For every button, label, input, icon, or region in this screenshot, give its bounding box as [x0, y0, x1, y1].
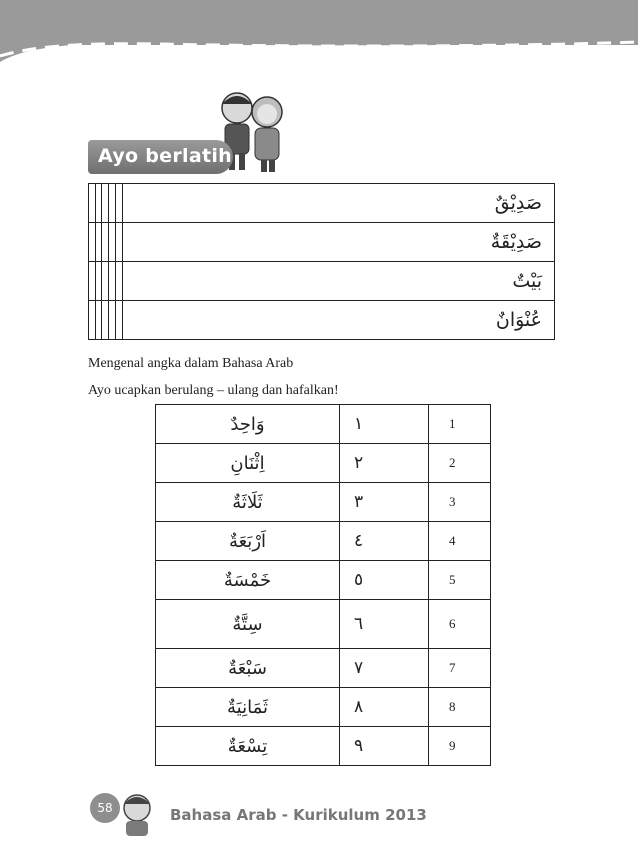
- table-row: [156, 522, 491, 561]
- latin-digit: 4: [429, 522, 491, 561]
- number-word: سِتَّةٌ: [156, 600, 340, 649]
- table-row: [156, 444, 491, 483]
- blank-cell[interactable]: [109, 184, 116, 223]
- arabic-digit: ٣: [340, 483, 429, 522]
- table-row: [156, 405, 491, 444]
- blank-cell[interactable]: [89, 184, 96, 223]
- blank-cell[interactable]: [89, 223, 96, 262]
- book-title: Bahasa Arab - Kurikulum 2013: [170, 806, 427, 824]
- vocab-word: صَدِيْقَةٌ: [122, 223, 554, 262]
- table-row: [89, 262, 555, 301]
- blank-cell[interactable]: [102, 301, 109, 340]
- blank-cell[interactable]: [102, 184, 109, 223]
- table-row: [156, 727, 491, 766]
- latin-digit: 8: [429, 688, 491, 727]
- arabic-digit: ٧: [340, 649, 429, 688]
- vocab-word: بَيْتٌ: [122, 262, 554, 301]
- arabic-digit: ٨: [340, 688, 429, 727]
- latin-digit: 5: [429, 561, 491, 600]
- latin-digit: 6: [429, 600, 491, 649]
- blank-cell[interactable]: [109, 301, 116, 340]
- arabic-digit: ٦: [340, 600, 429, 649]
- blank-cell[interactable]: [89, 301, 96, 340]
- page-number: 58: [90, 793, 120, 823]
- latin-digit: 2: [429, 444, 491, 483]
- number-word: وَاحِدٌ: [156, 405, 340, 444]
- blank-cell[interactable]: [95, 223, 102, 262]
- number-word: اِثْنَانِ: [156, 444, 340, 483]
- blank-cell[interactable]: [115, 262, 122, 301]
- blank-cell[interactable]: [95, 301, 102, 340]
- blank-cell[interactable]: [115, 184, 122, 223]
- vocab-exercise-table: [88, 183, 555, 340]
- numbers-table: [155, 404, 491, 766]
- table-row: [156, 561, 491, 600]
- number-word: ثَمَانِيَةٌ: [156, 688, 340, 727]
- arabic-digit: ٤: [340, 522, 429, 561]
- table-row: [156, 483, 491, 522]
- arabic-digit: ٩: [340, 727, 429, 766]
- blank-cell[interactable]: [89, 262, 96, 301]
- table-row: [156, 688, 491, 727]
- latin-digit: 1: [429, 405, 491, 444]
- footer-child-icon: [112, 788, 162, 838]
- table-row: [156, 649, 491, 688]
- blank-cell[interactable]: [102, 223, 109, 262]
- blank-cell[interactable]: [109, 262, 116, 301]
- table-row: [89, 223, 555, 262]
- instruction-line-2: Ayo ucapkan berulang – ulang dan hafalkan!: [88, 383, 339, 398]
- vocab-word: عُنْوَانٌ: [122, 301, 554, 340]
- latin-digit: 3: [429, 483, 491, 522]
- table-row: [156, 600, 491, 649]
- number-word: سَبْعَةٌ: [156, 649, 340, 688]
- blank-cell[interactable]: [115, 301, 122, 340]
- header-band: [0, 0, 638, 80]
- arabic-digit: ٥: [340, 561, 429, 600]
- number-word: ثَلَاثَةٌ: [156, 483, 340, 522]
- blank-cell[interactable]: [102, 262, 109, 301]
- instruction-line-1: Mengenal angka dalam Bahasa Arab: [88, 356, 294, 371]
- number-word: اَرْبَعَةٌ: [156, 522, 340, 561]
- number-word: تِسْعَةٌ: [156, 727, 340, 766]
- arabic-digit: ١: [340, 405, 429, 444]
- blank-cell[interactable]: [115, 223, 122, 262]
- table-row: [89, 301, 555, 340]
- section-title: Ayo berlatih: [98, 145, 232, 167]
- table-row: [89, 184, 555, 223]
- blank-cell[interactable]: [95, 262, 102, 301]
- arabic-digit: ٢: [340, 444, 429, 483]
- latin-digit: 9: [429, 727, 491, 766]
- number-word: خَمْسَةٌ: [156, 561, 340, 600]
- latin-digit: 7: [429, 649, 491, 688]
- vocab-word: صَدِيْقٌ: [122, 184, 554, 223]
- blank-cell[interactable]: [95, 184, 102, 223]
- blank-cell[interactable]: [109, 223, 116, 262]
